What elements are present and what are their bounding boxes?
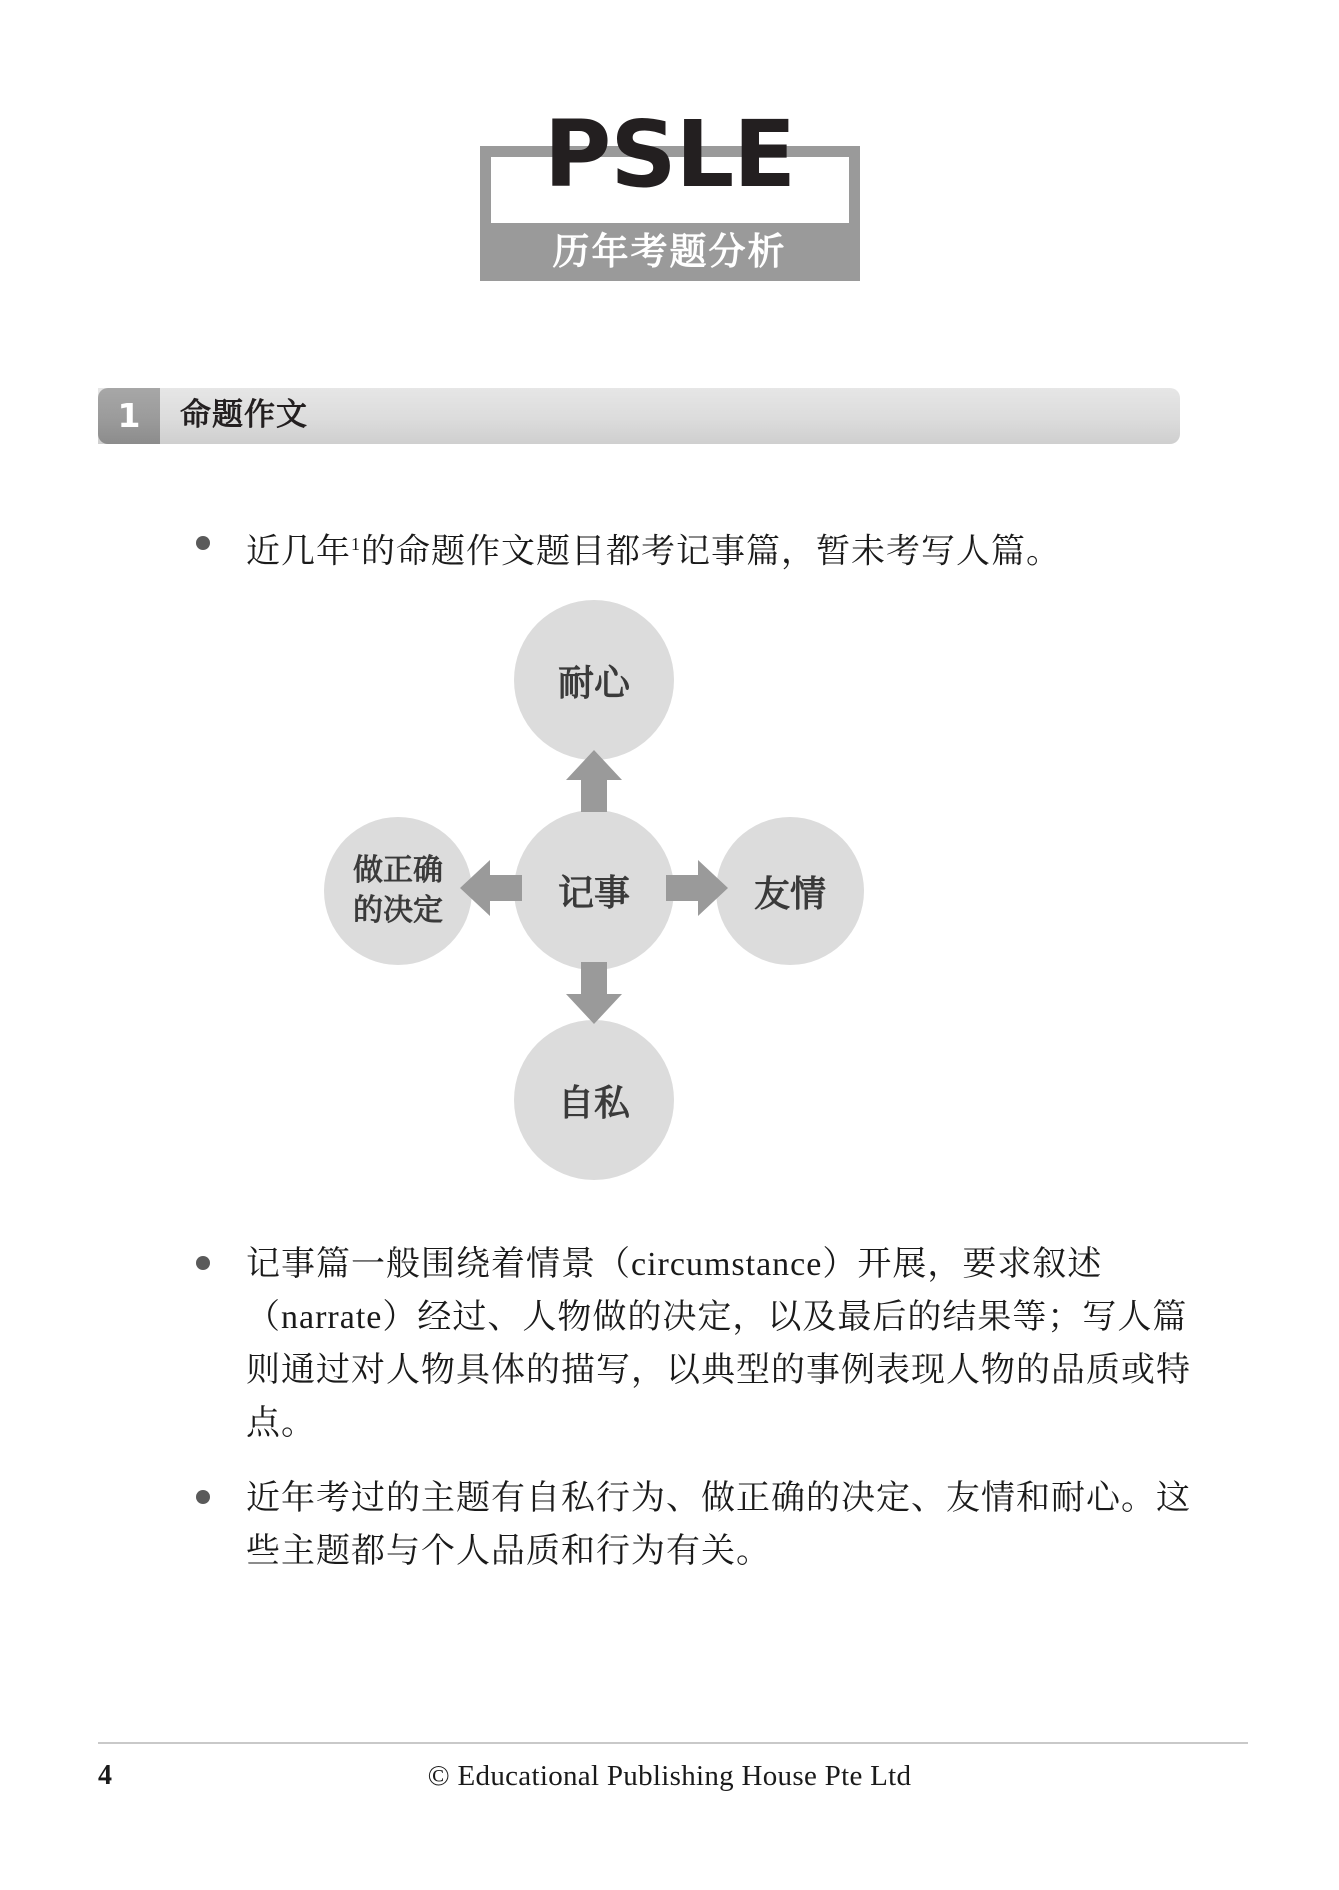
footnote-marker: 1	[351, 534, 361, 554]
bullet-text-part-1: 近几年	[246, 533, 351, 571]
diagram-node-left	[324, 817, 472, 965]
bullet-dot-icon	[196, 1256, 210, 1270]
diagram-node-right-label: 友情	[753, 873, 826, 915]
diagram-node-left-line2: 的决定	[353, 893, 443, 928]
bullet-text: 近年考过的主题有自私行为、做正确的决定、友情和耐心。这些主题都与个人品质和行为有关。	[246, 1480, 1191, 1570]
diagram-node-bottom-label: 自私	[557, 1082, 630, 1124]
arrow-up-icon	[566, 750, 622, 812]
bullet-text: 记事篇一般围绕着情景（circumstance）开展，要求叙述（narrate）经过、人物做的决定，以及最后的结果等；写人篇则通过对人物具体的描写，以典型的事例表现人物的品质或特点。	[246, 1246, 1191, 1442]
arrow-right-icon	[666, 860, 728, 916]
page-number: 4	[98, 1760, 112, 1791]
logo-title: PSLE	[543, 101, 796, 208]
logo-banner-text: 历年考题分析	[552, 230, 787, 273]
diagram-node-bottom	[514, 1020, 674, 1180]
bullet-dot-icon	[196, 536, 210, 550]
diagram-node-left-label	[353, 851, 443, 931]
bullet-item	[196, 1472, 1196, 1578]
diagram-node-center-label: 记事	[557, 872, 630, 914]
arrow-down-icon	[566, 962, 622, 1024]
section-title: 命题作文	[180, 397, 308, 433]
arrow-left-icon	[460, 860, 522, 916]
bullet-item	[196, 1238, 1196, 1450]
bullet-item	[196, 518, 1156, 578]
diagram-node-center	[514, 810, 674, 970]
logo-inner	[480, 100, 860, 300]
section-number-badge: 1	[98, 388, 160, 444]
bullet-text-part-2: 的命题作文题目都考记事篇，暂未考写人篇。	[361, 533, 1061, 571]
psle-logo	[0, 100, 1339, 300]
diagram-node-right	[716, 817, 864, 965]
diagram-node-left-line1: 做正确	[353, 853, 443, 888]
copyright-notice: © Educational Publishing House Pte Ltd	[427, 1760, 912, 1792]
concept-diagram	[300, 590, 1040, 1190]
bullet-dot-icon	[196, 1490, 210, 1504]
footer-divider	[98, 1742, 1248, 1744]
diagram-node-top-label: 耐心	[557, 662, 630, 704]
bullet-text	[246, 518, 1061, 578]
diagram-node-top	[514, 600, 674, 760]
